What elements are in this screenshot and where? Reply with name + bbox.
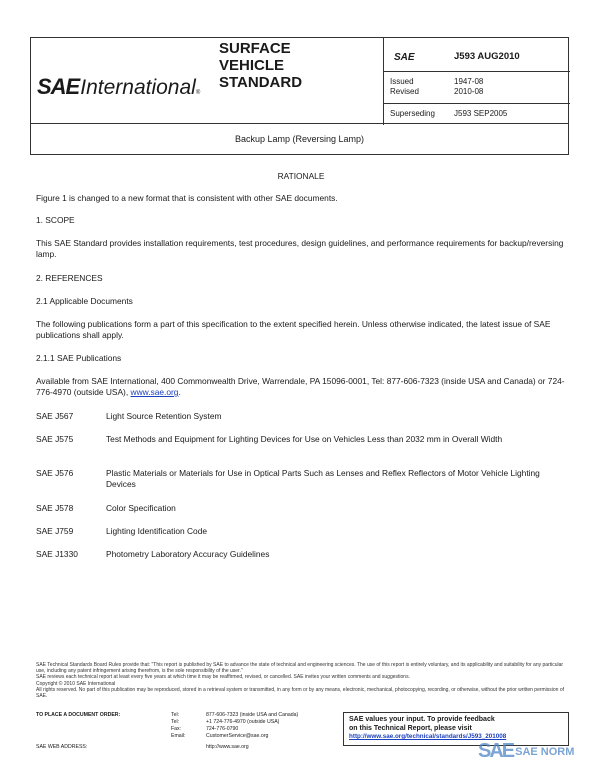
superseding-row — [390, 109, 507, 118]
logo-sae-text: SAE — [37, 74, 80, 99]
feedback-line: SAE values your input. To provide feedback — [349, 716, 495, 723]
revised-value: 2010-08 — [454, 87, 484, 96]
revised-label: Revised — [390, 87, 419, 96]
publication-code: SAE J575 — [36, 434, 74, 444]
contact-value: +1 724-776-4970 (outside USA) — [206, 719, 280, 725]
sae-international-logo — [37, 74, 200, 100]
superseding-label: Superseding — [390, 109, 435, 118]
contact-key: Tel: — [171, 712, 180, 718]
rationale-text: Figure 1 is changed to a new format that is consistent with other SAE documents. — [36, 193, 338, 203]
contact-value: 877-606-7323 (inside USA and Canada) — [206, 712, 299, 718]
scope-heading: 1. SCOPE — [36, 215, 75, 225]
header-info-panel — [383, 38, 570, 125]
rationale-heading: RATIONALE — [277, 171, 325, 181]
footer-rules-text: SAE Technical Standards Board Rules provide that: "This report is published by SAE to advance the state of technical and engineering sciences. The use of this report is entirely voluntary, and its applicability and suitability for any particular use, including any patent infringement arising therefrom, is the sole responsibility of the user." — [36, 662, 564, 675]
superseding-value: J593 SEP2005 — [454, 109, 508, 118]
publication-code: SAE J578 — [36, 503, 74, 513]
logo-international-text: International — [80, 76, 196, 99]
publication-code: SAE J567 — [36, 411, 74, 421]
contact-email[interactable]: CustomerService@sae.org — [206, 733, 269, 739]
standard-type-line: VEHICLE — [219, 57, 285, 74]
footer-copyright: Copyright © 2010 SAE International — [36, 680, 116, 687]
sae-publications-heading: 2.1.1 SAE Publications — [36, 353, 122, 363]
publication-code: SAE J759 — [36, 526, 74, 536]
document-title-box — [30, 123, 569, 155]
document-header — [30, 37, 569, 124]
availability-text — [36, 376, 566, 398]
availability-text-end: . — [178, 387, 181, 397]
feedback-line: on this Technical Report, please visit — [349, 724, 472, 732]
watermark-logo-icon: SAE — [478, 740, 514, 762]
document-title: Backup Lamp (Reversing Lamp) — [234, 134, 365, 144]
order-label: TO PLACE A DOCUMENT ORDER: — [36, 712, 121, 718]
publication-code: SAE J576 — [36, 468, 74, 478]
legal-footer — [36, 662, 566, 699]
publication-title: Lighting Identification Code — [106, 526, 208, 536]
publication-code: SAE J1330 — [36, 549, 78, 559]
document-number-cell — [384, 38, 570, 72]
publication-item — [36, 411, 566, 422]
document-id: J593 AUG2010 — [454, 51, 520, 62]
doc-sae-mark: SAE — [394, 52, 415, 63]
sae-website-link[interactable]: www.sae.org — [130, 387, 179, 397]
contact-values — [206, 712, 346, 740]
logo-trademark: ® — [195, 90, 201, 96]
web-address-link[interactable]: http://www.sae.org — [206, 744, 249, 750]
contact-value: 724-776-0790 — [206, 726, 239, 732]
footer-rights-text: All rights reserved. No part of this publication may be reproduced, stored in a retrieval system or transmitted, in any form or by any means, electronic, mechanical, photocopying, recording, or otherwise, without the prior written permission of SAE. — [36, 686, 565, 700]
standard-type — [219, 40, 302, 91]
issued-value: 1947-08 — [454, 77, 484, 86]
contact-key: Email: — [171, 733, 186, 739]
publication-item — [36, 503, 566, 514]
issued-label: Issued — [390, 77, 414, 86]
publication-title: Light Source Retention System — [106, 411, 222, 421]
footer-review-text: SAE reviews each technical report at least every five years at which time it may be reaffirmed, revised, or cancelled. SAE invites your written comments and suggestions. — [36, 674, 410, 681]
issued-row — [390, 77, 483, 86]
publication-item — [36, 468, 566, 490]
web-address-label: SAE WEB ADDRESS: — [36, 744, 88, 750]
publication-title: Plastic Materials or Materials for Use in Optical Parts Such as Lenses and Reflex Reflectors of Motor Vehicle Lighting Devices — [106, 468, 540, 489]
feedback-link[interactable]: http://www.sae.org/technical/standards/J593_201008 — [349, 733, 507, 740]
dates-cell — [384, 72, 570, 104]
sae-norm-watermark — [478, 740, 574, 763]
contact-key: Tel: — [171, 719, 180, 725]
references-heading: 2. REFERENCES — [36, 273, 103, 283]
applicable-documents-text: The following publications form a part of this specification to the extent specified herein. Unless otherwise indicated, the latest issue of SAE publications shall apply. — [36, 319, 551, 340]
standard-type-line: SURFACE — [219, 40, 291, 57]
availability-text-body: Available from SAE International, 400 Commonwealth Drive, Warrendale, PA 15096-0001, Tel: 877-606-7323 (inside USA and Canada) or 724-776-4970 (outside USA), — [36, 376, 565, 397]
publication-title: Test Methods and Equipment for Lighting Devices for Use on Vehicles Less than 2032 mm in Overall Width — [106, 434, 503, 444]
publication-title: Color Specification — [106, 503, 176, 513]
scope-text: This SAE Standard provides installation requirements, test procedures, design guidelines, and performance requirements for backup/reversing lamp. — [36, 238, 564, 259]
publication-item — [36, 434, 566, 445]
contact-key: Fax: — [171, 726, 182, 732]
standard-type-line: STANDARD — [219, 74, 303, 91]
watermark-text: SAE NORM — [515, 745, 575, 758]
contact-keys — [171, 712, 201, 740]
publication-title: Photometry Laboratory Accuracy Guidelines — [106, 549, 270, 559]
applicable-documents-heading: 2.1 Applicable Documents — [36, 296, 133, 306]
revised-row — [390, 87, 483, 96]
publication-item — [36, 526, 566, 537]
publication-item — [36, 549, 566, 560]
